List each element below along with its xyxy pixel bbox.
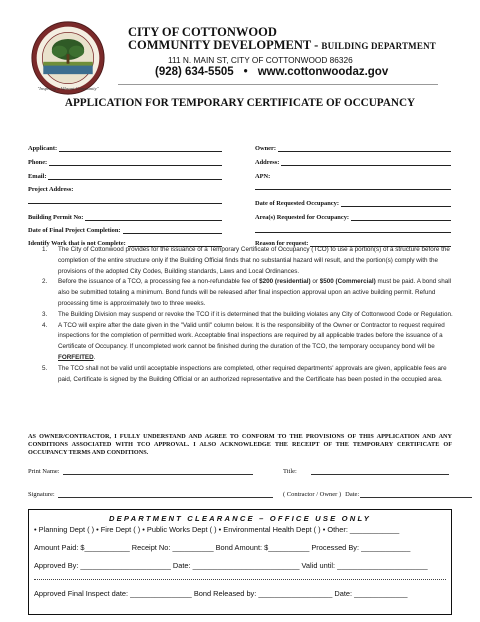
term-text: A TCO will expire after the date given in the "Valid until" column below. It is the responsibility of the Owner or Contractor to request required inspections for the completion of permitted work. Acceptable final inspections are required by all applicable trades before the issuance of a Certificate of Occupancy. If uncompleted work cannot be finished during the duration of the TCO, the temporary occupancy bond will be bbox=[58, 321, 445, 351]
print-name-field[interactable] bbox=[28, 466, 253, 475]
residential-fee: $200 (residential) bbox=[259, 278, 311, 286]
office-address: 111 N. MAIN ST, CITY OF COTTONWOOD 86326 bbox=[168, 55, 353, 65]
apn-field bbox=[255, 171, 451, 180]
city-seal-icon bbox=[30, 20, 106, 96]
permit-no-field[interactable] bbox=[28, 212, 222, 221]
header-divider bbox=[118, 84, 438, 85]
date-requested-input-line[interactable] bbox=[341, 201, 451, 207]
department-name bbox=[128, 38, 436, 53]
applicant-field[interactable] bbox=[28, 143, 222, 152]
applicant-label: Applicant: bbox=[28, 145, 58, 152]
term-number: 3. bbox=[42, 310, 48, 318]
term-text: The Building Division may suspend or revoke the TCO if it is determined that the building violates any City of Cottonwood Code or Regulation. bbox=[58, 310, 453, 318]
seal-tagline: "Inspiring a Vibrant Community" bbox=[37, 86, 99, 91]
bullet-separator: • bbox=[243, 66, 248, 78]
term-1 bbox=[42, 245, 454, 277]
email-field[interactable] bbox=[28, 171, 222, 180]
contact-line bbox=[155, 66, 388, 78]
final-inspection-row[interactable]: Approved Final Inspect date: _______________ Bond Released by: __________________ Date: _____________ bbox=[34, 589, 408, 598]
project-address-input-line[interactable] bbox=[28, 203, 222, 204]
terms-list bbox=[42, 245, 454, 385]
apn-input-line[interactable] bbox=[255, 189, 451, 190]
term-4 bbox=[42, 321, 454, 364]
address-field[interactable] bbox=[255, 157, 451, 166]
email-label: Email: bbox=[28, 173, 47, 180]
role-date-field[interactable] bbox=[283, 489, 472, 498]
phone-label: Phone: bbox=[28, 159, 48, 166]
term-5 bbox=[42, 364, 454, 386]
commercial-fee: $500 (Commercial) bbox=[319, 278, 376, 286]
department-main: COMMUNITY DEVELOPMENT - bbox=[128, 38, 322, 52]
forfeited-emphasis: FORFEITED bbox=[58, 353, 94, 361]
reason-label: Reason for request: bbox=[255, 240, 309, 247]
project-address-field bbox=[28, 184, 222, 193]
phone-number: (928) 634-5505 bbox=[155, 66, 234, 78]
form-title: APPLICATION FOR TEMPORARY CERTIFICATE OF OCCUPANCY bbox=[64, 97, 416, 109]
payment-row[interactable]: Amount Paid: $___________ Receipt No: __________ Bond Amount: $__________ Processed By: ____________ bbox=[34, 543, 411, 552]
apn-label: APN: bbox=[255, 173, 271, 180]
owner-input-line[interactable] bbox=[278, 146, 451, 152]
applicant-input-line[interactable] bbox=[59, 146, 222, 152]
acknowledgement-text: AS OWNER/CONTRACTOR, I FULLY UNDERSTAND AND AGREE TO CONFORM TO THE PROVISIONS OF THIS APPLICATION AND ANY CONDITIONS ASSOCIATED WITH TCO APPROVAL. I ALSO ACKNOWLEDGE THE RECEIPT OF THE TEMPORARY CERTIFICATE OF OCCUPANCY TERMS AND CONDITIONS. bbox=[28, 433, 452, 457]
department-checklist[interactable]: • Planning Dept ( ) • Fire Dept ( ) • Public Works Dept ( ) • Environmental Health Dept ( ) • Other: ____________ bbox=[34, 525, 400, 534]
term-number: 4. bbox=[42, 321, 48, 329]
term-text: The City of Cottonwood provides for the issuance of a Temporary Certificate of Occupancy (TCO) to use a portion(s) of a structure before the completion of the entire structure only if the Building Official finds that no substantial hazard will result, and the portion(s) comply with the provisions of the adopted City Codes, Building standards, Laws and Local Ordinances. bbox=[58, 246, 450, 275]
areas-field[interactable] bbox=[255, 212, 451, 221]
title-input-line[interactable] bbox=[311, 469, 449, 475]
owner-field[interactable] bbox=[255, 143, 451, 152]
phone-field[interactable] bbox=[28, 157, 222, 166]
signature-label: Signature: bbox=[28, 491, 55, 498]
owner-label: Owner: bbox=[255, 145, 276, 152]
print-name-label: Print Name: bbox=[28, 468, 60, 475]
term-number: 5. bbox=[42, 364, 48, 372]
project-address-label: Project Address: bbox=[28, 186, 74, 193]
city-name: CITY OF COTTONWOOD bbox=[128, 25, 277, 39]
final-date-field[interactable] bbox=[28, 225, 222, 234]
term-text: or bbox=[310, 278, 320, 286]
term-text: . bbox=[93, 353, 96, 361]
date-requested-field[interactable] bbox=[255, 198, 451, 207]
website-link[interactable]: www.cottonwoodaz.gov bbox=[257, 66, 389, 78]
address-input-line[interactable] bbox=[281, 160, 451, 166]
areas-input-line[interactable] bbox=[351, 215, 451, 221]
term-text: must be paid. A bond shall also be submitted totaling a minimum. Bond funds will be released after final inspection approval upon an active building permit. Refund processing time is approximately two to three weeks. bbox=[58, 278, 451, 307]
term-number: 2. bbox=[42, 278, 48, 286]
identify-work-label: Identify Work that is not Complete: bbox=[28, 240, 126, 247]
email-input-line[interactable] bbox=[48, 174, 222, 180]
department-sub: BUILDING DEPARTMENT bbox=[321, 41, 436, 51]
final-date-label: Date of Final Project Completion: bbox=[28, 227, 121, 234]
department-clearance-box bbox=[28, 509, 452, 615]
title-field[interactable] bbox=[283, 466, 449, 475]
term-3 bbox=[42, 310, 454, 321]
phone-input-line[interactable] bbox=[49, 160, 222, 166]
date-requested-label: Date of Requested Occupancy: bbox=[255, 200, 339, 207]
areas-extra-line[interactable] bbox=[255, 232, 451, 233]
term-number: 1. bbox=[42, 246, 48, 253]
term-text: Before the issuance of a TCO, a processing fee a non-refundable fee of bbox=[58, 278, 260, 286]
signature-field[interactable] bbox=[28, 489, 273, 498]
address-label: Address: bbox=[255, 159, 280, 166]
permit-no-label: Building Permit No: bbox=[28, 214, 84, 221]
date-input-line[interactable] bbox=[360, 492, 472, 498]
final-date-input-line[interactable] bbox=[123, 228, 222, 234]
term-text: The TCO shall not be valid until acceptable inspections are completed, other required departments' approvals are given, applicable fees are paid, Certificate is signed by the Building Official or an authorized representative and the Certificate has been posted in the occupied area. bbox=[58, 364, 447, 383]
role-label: ( Contractor / Owner ) bbox=[283, 491, 342, 498]
clearance-title: DEPARTMENT CLEARANCE – OFFICE USE ONLY bbox=[108, 514, 372, 523]
term-2 bbox=[42, 277, 454, 309]
dotted-divider bbox=[34, 579, 446, 580]
approval-row[interactable]: Approved By: ______________________ Date: __________________________ Valid until: ______________________ bbox=[34, 561, 428, 570]
date-label: Date: bbox=[345, 491, 360, 498]
title-label: Title: bbox=[283, 468, 297, 475]
permit-no-input-line[interactable] bbox=[85, 215, 222, 221]
signature-input-line[interactable] bbox=[58, 492, 273, 498]
print-name-input-line[interactable] bbox=[63, 469, 253, 475]
areas-label: Area(s) Requested for Occupancy: bbox=[255, 214, 350, 221]
